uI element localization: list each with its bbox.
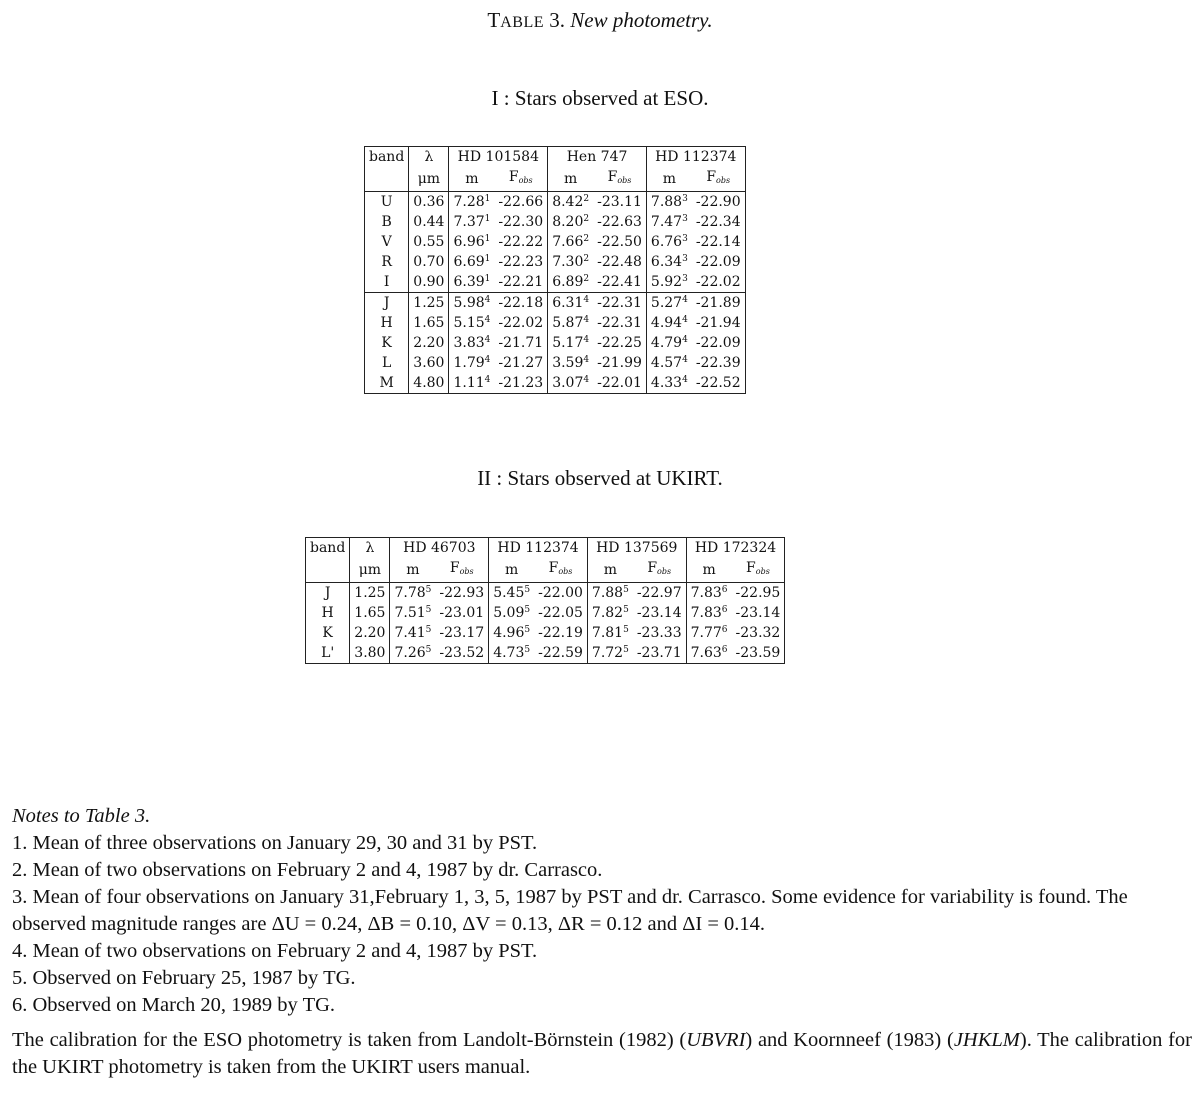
magnitude-cell [390, 583, 435, 604]
magnitude-value: 6.31 [552, 295, 584, 311]
fobs-header [732, 558, 785, 583]
fobs-header-sub: obs [716, 176, 731, 185]
magnitude-cell [548, 252, 593, 272]
magnitude-cell [646, 293, 691, 314]
note-ref: 2 [583, 194, 590, 204]
table-row [365, 232, 746, 252]
table-notes [12, 803, 1192, 1081]
magnitude-value: 8.42 [552, 194, 584, 210]
magnitude-value: 4.33 [650, 375, 683, 391]
m-header: m [390, 558, 435, 583]
flux-cell: -22.23 [498, 254, 544, 270]
note-ref: 5 [425, 625, 432, 635]
magnitude-value: 7.26 [394, 645, 426, 661]
flux-cell: -22.95 [735, 585, 781, 601]
magnitude-value: 7.83 [690, 605, 722, 621]
fobs-header [494, 167, 547, 192]
flux-cell: -21.23 [498, 375, 544, 391]
note-ref: 4 [682, 375, 688, 385]
caption-label-cap: T [487, 8, 501, 32]
table-row [365, 333, 746, 353]
magnitude-value: 7.30 [552, 254, 584, 270]
notes-heading: Notes to Table 3. [12, 805, 151, 827]
note-item: 3. Mean of four observations on January 31,February 1, 3, 5, 1987 by PST and dr. Carrasco. Some evidence for variability is found. The observed magnitude ranges are ΔU = 0.24, ΔB = 0.10, ΔV = 0.13, ΔR = 0.12 and ΔI = 0.14. [12, 886, 1128, 935]
magnitude-cell [489, 583, 534, 604]
magnitude-cell [587, 583, 632, 604]
note-item: 2. Mean of two observations on February 2 and 4, 1987 by dr. Carrasco. [12, 859, 603, 881]
magnitude-value: 6.39 [453, 274, 485, 290]
flux-cell: -23.11 [597, 194, 642, 210]
magnitude-value: 5.15 [453, 315, 485, 331]
lambda-cell: 2.20 [350, 623, 390, 643]
flux-cell: -23.59 [735, 645, 781, 661]
lambda-cell: 1.25 [409, 293, 449, 314]
magnitude-value: 6.89 [552, 274, 584, 290]
magnitude-value: 5.09 [493, 605, 525, 621]
star-header: HD 112374 [646, 147, 745, 168]
magnitude-cell [587, 603, 632, 623]
fobs-header-sub: obs [755, 567, 770, 576]
flux-cell: -22.00 [538, 585, 583, 601]
note-ref: 5 [623, 645, 629, 655]
magnitude-cell [489, 623, 534, 643]
magnitude-cell [646, 192, 691, 213]
magnitude-value: 5.92 [650, 274, 683, 290]
flux-cell: -22.63 [597, 214, 642, 230]
fobs-header-main: F [746, 560, 756, 576]
band-cell: H [380, 315, 393, 331]
m-header: m [587, 558, 632, 583]
flux-cell: -23.52 [439, 645, 485, 661]
flux-cell: -22.34 [695, 214, 741, 230]
band-cell: L [382, 355, 392, 371]
table-row [306, 643, 785, 664]
magnitude-value: 4.57 [650, 355, 683, 371]
flux-cell: -23.14 [735, 605, 781, 621]
magnitude-value: 7.28 [453, 194, 485, 210]
note-ref: 4 [583, 355, 590, 365]
fobs-header [593, 167, 646, 192]
flux-cell: -22.02 [695, 274, 741, 290]
band-subheader-empty [306, 558, 350, 583]
lambda-cell: 1.65 [350, 603, 390, 623]
note-ref: 1 [484, 194, 491, 204]
note-ref: 5 [623, 605, 629, 615]
band-header: band [310, 540, 346, 556]
note-ref: 3 [682, 234, 688, 244]
note-ref: 4 [484, 335, 491, 345]
flux-cell: -23.32 [735, 625, 781, 641]
magnitude-value: 6.76 [650, 234, 683, 250]
fobs-header [692, 167, 745, 192]
flux-cell: -22.19 [538, 625, 583, 641]
flux-cell: -22.39 [695, 355, 741, 371]
note-ref: 2 [583, 254, 590, 264]
magnitude-cell [449, 373, 494, 394]
band-cell: I [383, 274, 390, 290]
magnitude-cell [390, 603, 435, 623]
magnitude-value: 5.87 [552, 315, 584, 331]
note-ref: 6 [721, 625, 728, 635]
magnitude-cell [449, 272, 494, 293]
band-cell: J [365, 293, 409, 314]
note-ref: 4 [583, 295, 590, 305]
note-item: 5. Observed on February 25, 1987 by TG. [12, 967, 356, 989]
flux-cell: -22.02 [498, 315, 544, 331]
lambda-cell: 1.25 [350, 583, 390, 604]
magnitude-cell [646, 353, 691, 373]
magnitude-cell [449, 353, 494, 373]
note-ref: 4 [484, 375, 491, 385]
note-ref: 5 [623, 585, 629, 595]
flux-cell: -21.71 [498, 335, 544, 351]
eso-photometry-table [364, 146, 746, 394]
magnitude-value: 7.88 [591, 585, 624, 601]
flux-cell: -22.01 [597, 375, 642, 391]
magnitude-cell [646, 313, 691, 333]
magnitude-value: 4.73 [493, 645, 525, 661]
fobs-header-sub: obs [518, 176, 533, 185]
fobs-header [435, 558, 488, 583]
caption-number: 3. [549, 8, 566, 32]
magnitude-cell [489, 643, 534, 664]
lambda-unit: μm [409, 167, 449, 192]
magnitude-value: 7.63 [690, 645, 722, 661]
magnitude-value: 4.94 [650, 315, 683, 331]
magnitude-value: 7.81 [591, 625, 624, 641]
flux-cell: -22.25 [597, 335, 642, 351]
flux-cell: -22.48 [597, 254, 642, 270]
magnitude-value: 1.11 [453, 375, 485, 391]
magnitude-cell [449, 192, 494, 213]
calibration-text-2: ) and Koornneef (1983) ( [745, 1029, 954, 1051]
note-item: 4. Mean of two observations on February 2 and 4, 1987 by PST. [12, 940, 538, 962]
flux-cell: -22.93 [439, 585, 485, 601]
lambda-cell: 0.70 [409, 252, 449, 272]
lambda-header: λ [409, 147, 449, 168]
table-row [306, 603, 785, 623]
magnitude-cell [489, 603, 534, 623]
magnitude-value: 6.69 [453, 254, 485, 270]
table-row [365, 252, 746, 272]
star-header: Hen 747 [548, 147, 647, 168]
lambda-cell: 0.36 [409, 192, 449, 213]
calibration-ubvri: UBVRI [686, 1029, 746, 1051]
fobs-header-sub: obs [558, 567, 573, 576]
note-ref: 1 [484, 254, 491, 264]
star-header: HD 101584 [449, 147, 548, 168]
magnitude-cell [449, 313, 494, 333]
lambda-cell: 3.60 [409, 353, 449, 373]
magnitude-cell [646, 252, 691, 272]
note-ref: 3 [682, 274, 688, 284]
star-header: HD 137569 [587, 538, 686, 559]
flux-cell: -23.14 [636, 605, 682, 621]
table-row [365, 313, 746, 333]
note-ref: 4 [682, 295, 688, 305]
magnitude-cell [686, 643, 731, 664]
magnitude-cell [646, 232, 691, 252]
note-ref: 2 [583, 234, 590, 244]
m-header: m [548, 167, 593, 192]
table-row [365, 373, 746, 394]
magnitude-value: 7.66 [552, 234, 584, 250]
lambda-cell: 1.65 [409, 313, 449, 333]
magnitude-value: 5.45 [493, 585, 525, 601]
lambda-unit: μm [350, 558, 390, 583]
magnitude-cell [587, 623, 632, 643]
magnitude-cell [686, 623, 731, 643]
flux-cell: -22.14 [695, 234, 741, 250]
star-header: HD 46703 [390, 538, 489, 559]
note-ref: 2 [583, 274, 590, 284]
lambda-cell: 0.90 [409, 272, 449, 293]
flux-cell: -23.17 [439, 625, 485, 641]
magnitude-cell [686, 603, 731, 623]
band-header: band [369, 149, 405, 165]
magnitude-cell [390, 623, 435, 643]
magnitude-value: 5.98 [453, 295, 485, 311]
magnitude-cell [390, 643, 435, 664]
note-ref: 3 [682, 254, 688, 264]
magnitude-cell [548, 232, 593, 252]
band-cell: K [322, 625, 333, 641]
lambda-cell: 0.55 [409, 232, 449, 252]
section-title-ukirt: II : Stars observed at UKIRT. [477, 466, 723, 490]
band-cell: J [324, 585, 331, 601]
magnitude-value: 3.07 [552, 375, 584, 391]
magnitude-value: 7.41 [394, 625, 426, 641]
calibration-text-1: The calibration for the ESO photometry is taken from Landolt-Börnstein (1982) ( [12, 1029, 687, 1051]
note-ref: 4 [484, 315, 491, 325]
magnitude-value: 1.79 [453, 355, 485, 371]
flux-cell: -22.21 [498, 274, 544, 290]
flux-cell: -23.33 [636, 625, 682, 641]
flux-cell: -23.71 [636, 645, 682, 661]
band-cell: V [381, 234, 392, 250]
fobs-header [534, 558, 587, 583]
magnitude-value: 7.51 [394, 605, 426, 621]
fobs-header [633, 558, 686, 583]
band-cell: B [381, 214, 392, 230]
fobs-header-main: F [607, 169, 618, 185]
magnitude-value: 4.79 [650, 335, 683, 351]
magnitude-value: 7.72 [591, 645, 624, 661]
band-cell: U [380, 194, 393, 210]
flux-cell: -22.31 [597, 315, 642, 331]
note-ref: 1 [484, 234, 491, 244]
note-ref: 1 [484, 274, 491, 284]
magnitude-cell [449, 333, 494, 353]
note-ref: 6 [721, 585, 728, 595]
magnitude-cell [449, 212, 494, 232]
magnitude-value: 7.77 [690, 625, 722, 641]
note-ref: 4 [583, 335, 590, 345]
fobs-header-main: F [647, 560, 658, 576]
note-ref: 2 [583, 214, 590, 224]
magnitude-value: 6.34 [650, 254, 683, 270]
magnitude-value: 8.20 [552, 214, 584, 230]
note-ref: 5 [425, 585, 432, 595]
flux-cell: -23.01 [439, 605, 485, 621]
flux-cell: -21.27 [498, 355, 544, 371]
note-ref: 6 [721, 645, 728, 655]
flux-cell: -22.97 [636, 585, 682, 601]
magnitude-cell [548, 272, 593, 293]
ukirt-photometry-table [305, 537, 785, 664]
note-ref: 5 [623, 625, 629, 635]
magnitude-value: 7.82 [591, 605, 624, 621]
flux-cell: -22.52 [695, 375, 741, 391]
flux-cell: -22.66 [498, 194, 544, 210]
magnitude-cell [449, 252, 494, 272]
band-cell: K [381, 335, 392, 351]
magnitude-cell [548, 373, 593, 394]
table-row [306, 623, 785, 643]
lambda-cell: 3.80 [350, 643, 390, 664]
note-ref: 4 [682, 355, 688, 365]
caption-title: New photometry. [570, 8, 713, 32]
note-ref: 6 [721, 605, 728, 615]
magnitude-cell [686, 583, 731, 604]
note-ref: 5 [524, 585, 531, 595]
magnitude-cell [646, 272, 691, 293]
magnitude-cell [548, 333, 593, 353]
note-ref: 4 [682, 335, 688, 345]
magnitude-value: 7.37 [453, 214, 485, 230]
magnitude-cell [646, 373, 691, 394]
flux-cell: -22.09 [695, 254, 741, 270]
note-ref: 4 [583, 375, 590, 385]
flux-cell: -21.99 [597, 355, 642, 371]
flux-cell: -22.09 [695, 335, 741, 351]
note-ref: 4 [484, 355, 491, 365]
note-ref: 5 [524, 645, 531, 655]
magnitude-value: 3.83 [453, 335, 485, 351]
m-header: m [646, 167, 691, 192]
calibration-jhklm: JHKLM [953, 1029, 1020, 1051]
band-cell: L' [321, 645, 335, 661]
magnitude-cell [548, 212, 593, 232]
magnitude-cell [548, 192, 593, 213]
note-ref: 5 [425, 645, 432, 655]
magnitude-cell [548, 313, 593, 333]
magnitude-cell [449, 232, 494, 252]
flux-cell: -22.22 [498, 234, 544, 250]
flux-cell: -22.41 [597, 274, 642, 290]
table-row [306, 583, 785, 604]
star-header: HD 172324 [686, 538, 785, 559]
table-row [365, 212, 746, 232]
fobs-header-sub: obs [657, 567, 672, 576]
fobs-header-main: F [706, 169, 717, 185]
fobs-header-main: F [508, 169, 519, 185]
table-row [365, 293, 746, 314]
magnitude-cell [646, 212, 691, 232]
band-cell: M [379, 375, 394, 391]
magnitude-value: 5.27 [650, 295, 683, 311]
magnitude-value: 3.59 [552, 355, 584, 371]
lambda-cell: 4.80 [409, 373, 449, 394]
flux-cell: -22.05 [538, 605, 583, 621]
note-ref: 4 [682, 315, 688, 325]
note-ref: 4 [484, 295, 491, 305]
fobs-header-main: F [548, 560, 559, 576]
note-ref: 3 [682, 194, 688, 204]
table-row [365, 353, 746, 373]
star-header: HD 112374 [489, 538, 588, 559]
calibration-note [12, 1027, 1192, 1081]
note-ref: 4 [583, 315, 590, 325]
m-header: m [686, 558, 731, 583]
flux-cell: -22.90 [695, 194, 741, 210]
note-ref: 3 [682, 214, 688, 224]
band-cell: H [321, 605, 334, 621]
magnitude-value: 4.96 [493, 625, 525, 641]
lambda-cell: 0.44 [409, 212, 449, 232]
flux-cell: -22.50 [597, 234, 642, 250]
m-header: m [489, 558, 534, 583]
calibration-text-3: ). The calibration for the UKIRT photometry is taken from the UKIRT users manual. [12, 1029, 1193, 1078]
note-item: 6. Observed on March 20, 1989 by TG. [12, 994, 336, 1016]
magnitude-cell [548, 353, 593, 373]
magnitude-cell [449, 293, 494, 314]
note-item: 1. Mean of three observations on January 29, 30 and 31 by PST. [12, 832, 538, 854]
magnitude-cell [646, 333, 691, 353]
note-ref: 5 [524, 625, 531, 635]
flux-cell: -22.31 [593, 293, 646, 314]
magnitude-value: 6.96 [453, 234, 485, 250]
m-header: m [449, 167, 494, 192]
flux-cell: -21.89 [692, 293, 745, 314]
caption-label-rest: ABLE [500, 14, 545, 31]
section-title-eso: I : Stars observed at ESO. [491, 86, 709, 110]
fobs-header-main: F [449, 560, 460, 576]
note-ref: 5 [425, 605, 432, 615]
fobs-header-sub: obs [617, 176, 632, 185]
flux-cell: -22.30 [498, 214, 544, 230]
fobs-header-sub: obs [459, 567, 474, 576]
table-row [365, 192, 746, 213]
magnitude-cell [587, 643, 632, 664]
magnitude-value: 5.17 [552, 335, 584, 351]
flux-cell: -21.94 [695, 315, 741, 331]
band-subheader-empty [365, 167, 409, 192]
magnitude-value: 7.47 [650, 214, 683, 230]
lambda-header: λ [350, 538, 390, 559]
note-ref: 5 [524, 605, 531, 615]
table-caption [0, 8, 1200, 33]
table-row [365, 272, 746, 293]
band-cell: R [381, 254, 392, 270]
flux-cell: -22.59 [538, 645, 583, 661]
magnitude-value: 7.78 [394, 585, 426, 601]
magnitude-value: 7.83 [690, 585, 722, 601]
flux-cell: -22.18 [494, 293, 547, 314]
note-ref: 1 [484, 214, 491, 224]
magnitude-value: 7.88 [650, 194, 683, 210]
magnitude-cell [548, 293, 593, 314]
lambda-cell: 2.20 [409, 333, 449, 353]
